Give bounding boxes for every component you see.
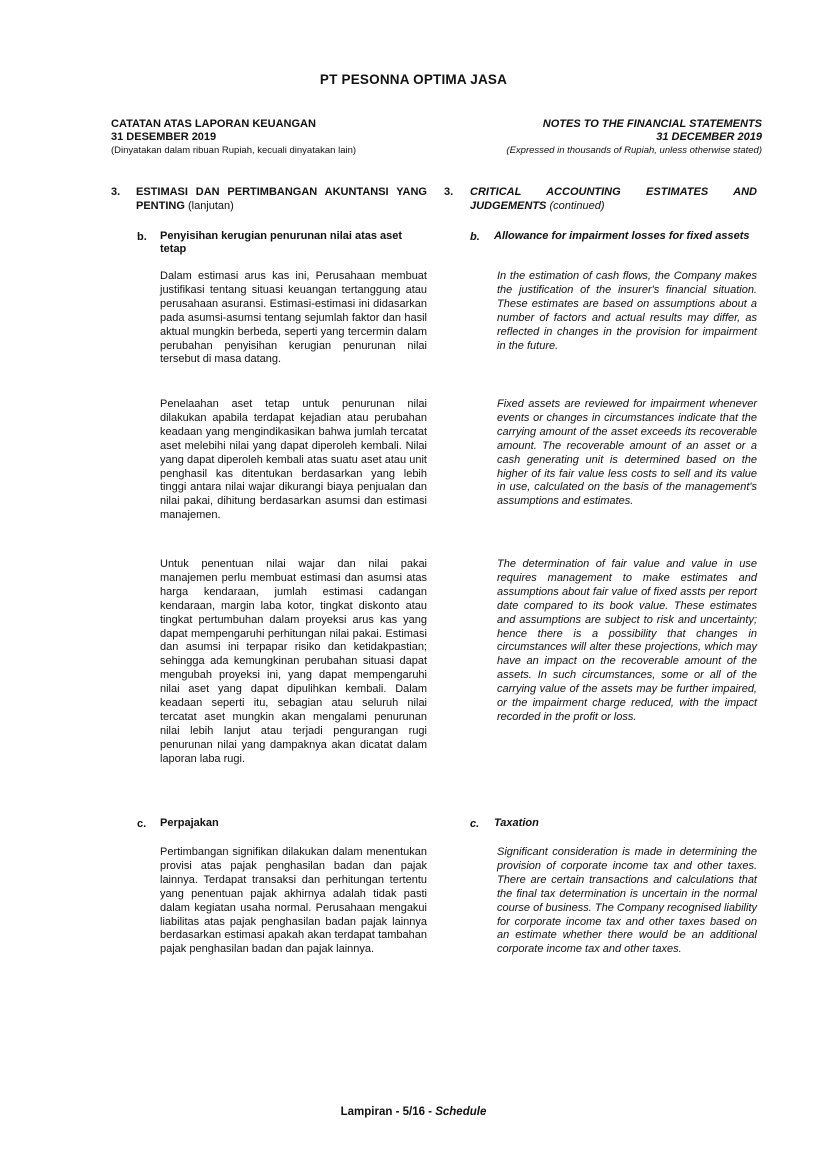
header-right-note: (Expressed in thousands of Rupiah, unless otherwise stated) xyxy=(506,145,762,156)
header-right xyxy=(430,118,762,157)
sub-c-letter-right: c. xyxy=(470,818,480,830)
sub-c-letter-left: c. xyxy=(137,818,147,830)
sub-b-para-id-1: Dalam estimasi arus kas ini, Perusahaan membuat justifikasi tentang situasi keuangan tertanggung atau perusahaan asuransi. Estimasi-estimasi ini didasarkan pada asumsi-asumsi tentang sejumlah faktor dan hasil aktual mungkin berbeda, seperti yang tercermin dalam perubahan penyisihan kerugian penurunan nilai tersebut di masa datang. xyxy=(160,270,427,366)
section-number-left: 3. xyxy=(111,186,121,198)
section-continued-en: (continued) xyxy=(549,200,605,212)
page-footer xyxy=(0,1106,827,1118)
sub-c-title-en: Taxation xyxy=(494,817,539,829)
sub-b-para-en-3: The determination of fair value and value in use requires management to make estimates and assumptions about fair value of fixed assts per report date compared to its book value. These estimates and assumptions are subject to risk and uncertainty; hence there is a possibility that changes in circumstances will alter these projections, which may have an impact on the recoverable amount of the assets. In such circumstances, some or all of the carrying value of the assets may be further impaired, or the impairment charge reduced, with the impact recorded in the profit or loss. xyxy=(497,558,757,723)
header-left-title: CATATAN ATAS LAPORAN KEUANGAN xyxy=(111,118,316,130)
sub-b-para-id-2: Penelaahan aset tetap untuk penurunan nilai dilakukan apabila terdapat kejadian atau perubahan keadaan yang mengindikasikan bahwa jumlah tercatat aset melebihi nilai yang dapat diperoleh kembali. Nilai yang dapat diperoleh kembali atas suatu aset atau unit penghasil kas ditentukan berdasarkan yang lebih tinggi antara nilai wajar dikurangi biaya penjualan dan nilai pakai, dihitung berdasarkan asumsi dan estimasi manajemen. xyxy=(160,398,427,522)
footer-schedule: Schedule xyxy=(435,1106,487,1118)
section-number-right: 3. xyxy=(444,186,454,198)
header-right-date: 31 DECEMBER 2019 xyxy=(656,131,762,143)
footer-page-number: Lampiran - 5/16 - xyxy=(340,1106,433,1118)
section-title-id: ESTIMASI DAN PERTIMBANGAN AKUNTANSI YANG PENTING xyxy=(136,186,427,212)
sub-b-letter-left: b. xyxy=(137,231,147,243)
header-left-date: 31 DESEMBER 2019 xyxy=(111,131,217,143)
sub-c-para-id: Pertimbangan signifikan dilakukan dalam menentukan provisi atas pajak penghasilan badan dan pajak lainnya. Terdapat transaksi dan perhitungan tertentu yang penentuan pajak akhirnya adalah tidak pasti dalam kegiatan usaha normal. Perusahaan mengakui liabilitas atas pajak penghasilan badan pajak lainnya berdasarkan estimasi apakah akan terdapat tambahan pajak penghasilan badan dan pajak lainnya. xyxy=(160,846,427,956)
header-left-note: (Dinyatakan dalam ribuan Rupiah, kecuali dinyatakan lain) xyxy=(111,145,357,156)
sub-b-title-id: Penyisihan kerugian penurunan nilai atas aset tetap xyxy=(160,230,403,255)
section-title-right xyxy=(470,185,757,213)
sub-b-para-en-2: Fixed assets are reviewed for impairment whenever events or changes in circumstances indicate that the carrying amount of the asset exceeds its recoverable amount. The recoverable amount of an asset or a cash generating unit is determined based on the higher of its fair value less costs to sell and its value in use, calculated on the basis of the management's assumptions and estimates. xyxy=(497,398,757,508)
company-name: PT PESONNA OPTIMA JASA xyxy=(319,72,508,87)
sub-b-title-en: Allowance for impairment losses for fixed assets xyxy=(494,230,750,242)
sub-c-title-id: Perpajakan xyxy=(160,817,219,829)
sub-b-para-id-3: Untuk penentuan nilai wajar dan nilai pakai manajemen perlu membuat estimasi dan asumsi atas harga kendaraan, jumlah estimasi cadangan kendaraan, margin laba kotor, tingkat diskonto atau tingkat pertumbuhan dalam proyeksi arus kas yang dapat mempengaruhi perhitungan nilai pakai. Estimasi dan asumsi ini terpapar risiko dan ketidakpastian; sehingga ada kemungkinan perubahan situasi dapat mengubah proyeksi ini, yang dapat mempengaruhi nilai aset yang dapat dipulihkan kembali. Dalam keadaan seperti itu, sebagian atau seluruh nilai tercatat aset mungkin akan mengalami penurunan nilai lebih lanjut atau terjadi pengurangan rugi penurunan nilai yang dampaknya akan dicatat dalam laporan laba rugi. xyxy=(160,558,427,765)
section-continued-id: (lanjutan) xyxy=(187,200,234,212)
header-right-title: NOTES TO THE FINANCIAL STATEMENTS xyxy=(542,118,762,130)
sub-b-letter-right: b. xyxy=(470,231,480,243)
section-title-left xyxy=(136,185,427,213)
header-left xyxy=(111,118,441,157)
section-title-en: CRITICAL ACCOUNTING ESTIMATES AND JUDGEMENTS xyxy=(470,186,757,212)
sub-b-para-en-1: In the estimation of cash flows, the Company makes the justification of the insurer's financial situation. These estimates are based on assumptions about a number of factors and actual results may differ, as reflected in changes in the provision for impairment in the future. xyxy=(497,270,757,352)
sub-c-para-en: Significant consideration is made in determining the provision of corporate income tax and other taxes. There are certain transactions and calculations that the final tax determination is uncertain in the normal course of business. The Company recognised liability for corporate income tax and other taxes based on an estimate whether there would be an additional corporate income tax and other taxes. xyxy=(497,846,757,956)
